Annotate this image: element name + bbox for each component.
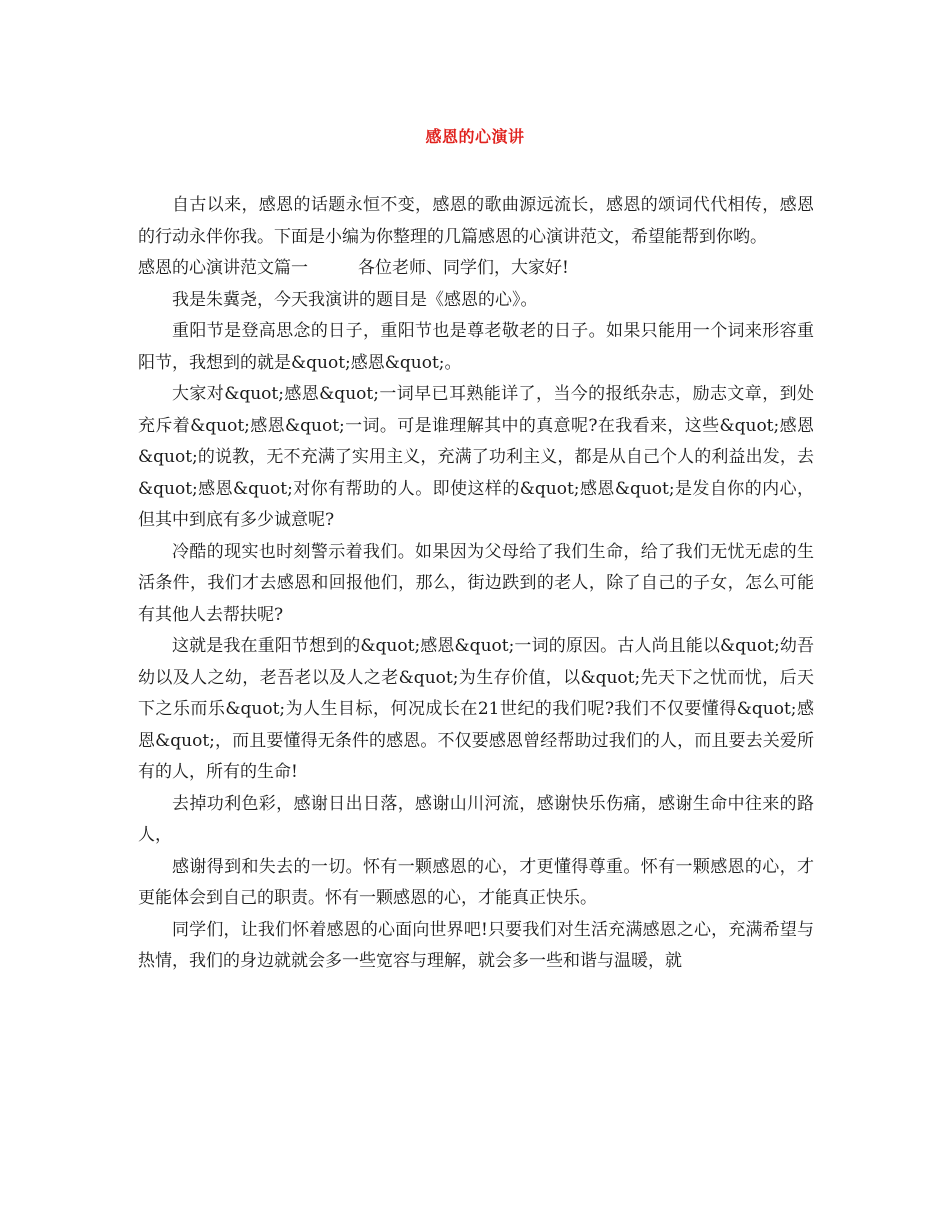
body-paragraph: 冷酷的现实也时刻警示着我们。如果因为父母给了我们生命，给了我们无忧无虑的生活条件，我们才去感恩和回报他们，那么，街边跌到的老人，除了自己的子女，怎么可能有其他人去帮扶呢?	[138, 541, 814, 625]
body-paragraph: 同学们，让我们怀着感恩的心面向世界吧!只要我们对生活充满感恩之心，充满希望与热情，我们的身边就就会多一些宽容与理解，就会多一些和谐与温暖，就	[138, 919, 814, 971]
section-heading: 感恩的心演讲范文篇一	[138, 258, 308, 278]
section-heading-line	[138, 253, 814, 285]
document-title: 感恩的心演讲	[425, 127, 525, 146]
body-paragraph: 重阳节是登高思念的日子，重阳节也是尊老敬老的日子。如果只能用一个词来形容重阳节，我想到的就是&quot;感恩&quot;。	[138, 321, 814, 373]
body-paragraph: 我是朱冀尧，今天我演讲的题目是《感恩的心》。	[172, 289, 538, 310]
greeting: 各位老师、同学们，大家好!	[358, 258, 569, 278]
body-paragraph: 这就是我在重阳节想到的&quot;感恩&quot;一词的原因。古人尚且能以&quot;幼吾幼以及人之幼，老吾老以及人之老&quot;为生存价值，以&quot;先天下之忧而忧，后天下之乐而乐&quot;为人生目标，何况成长在21世纪的我们呢?我们不仅要懂得&quot;感恩&quot;，而且要懂得无条件的感恩。不仅要感恩曾经帮助过我们的人，而且要去关爱所有的人，所有的生命!	[138, 636, 814, 782]
body-paragraph: 去掉功利色彩，感谢日出日落，感谢山川河流，感谢快乐伤痛，感谢生命中往来的路人，	[138, 793, 814, 845]
body-paragraph: 大家对&quot;感恩&quot;一词早已耳熟能详了，当今的报纸杂志，励志文章，到处充斥着&quot;感恩&quot;一词。可是谁理解其中的真意呢?在我看来，这些&quot;感恩&quot;的说教，无不充满了实用主义，充满了功利主义，都是从自己个人的利益出发，去&quot;感恩&quot;对你有帮助的人。即使这样的&quot;感恩&quot;是发自你的内心，但其中到底有多少诚意呢?	[138, 384, 814, 530]
intro-paragraph: 自古以来，感恩的话题永恒不变，感恩的歌曲源远流长，感恩的颂词代代相传，感恩的行动永伴你我。下面是小编为你整理的几篇感恩的心演讲范文，希望能帮到你哟。	[138, 195, 814, 247]
document-body	[138, 190, 814, 978]
body-paragraph: 感谢得到和失去的一切。怀有一颗感恩的心，才更懂得尊重。怀有一颗感恩的心，才更能体会到自己的职责。怀有一颗感恩的心，才能真正快乐。	[138, 856, 814, 908]
